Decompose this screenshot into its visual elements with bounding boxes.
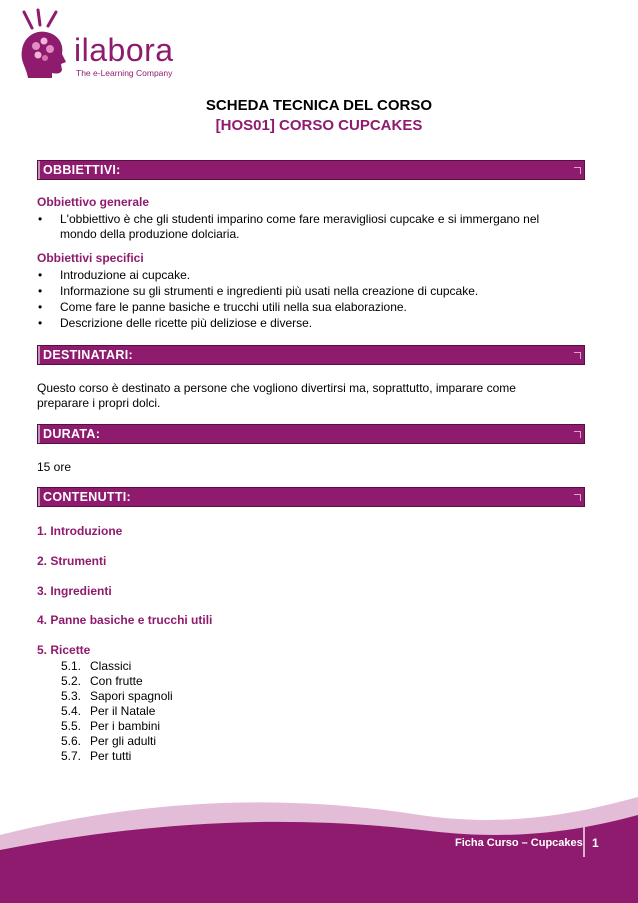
content-item: 2. Strumenti xyxy=(37,554,107,568)
page-number: 1 xyxy=(592,836,599,850)
general-objective-cont: mondo della produzione dolciaria. xyxy=(60,227,240,241)
section-header-durata xyxy=(37,424,585,444)
content-item: 4. Panne basiche e trucchi utili xyxy=(37,613,213,627)
logo-wordmark: ilabora xyxy=(74,32,174,68)
bullet-dot: • xyxy=(38,284,43,298)
head-icon xyxy=(14,8,76,82)
footer-divider xyxy=(583,827,585,857)
section-label: DURATA: xyxy=(43,427,101,441)
bullet-dot: • xyxy=(38,212,43,226)
bullet-dot: • xyxy=(38,300,43,314)
course-title: [HOS01] CORSO CUPCAKES xyxy=(215,117,423,134)
general-objective-title: Obbiettivo generale xyxy=(37,195,150,209)
logo-tagline: The e-Learning Company xyxy=(76,68,173,78)
section-header-contenuti xyxy=(37,487,585,507)
document-title: SCHEDA TECNICA DEL CORSO xyxy=(205,97,433,114)
section-header-destinatari xyxy=(37,345,585,365)
content-item: 3. Ingredienti xyxy=(37,584,112,598)
bullet-dot: • xyxy=(38,316,43,330)
content-item: 5. Ricette xyxy=(37,643,91,657)
destinatari-text-cont: preparare i propri dolci. xyxy=(37,396,161,410)
bullet-dot: • xyxy=(38,268,43,282)
footer-wave xyxy=(0,795,638,903)
section-label: DESTINATARI: xyxy=(43,348,133,362)
section-header-obiettivi xyxy=(37,160,585,180)
durata-text: 15 ore xyxy=(37,460,72,474)
specific-objectives-title: Obbiettivi specifici xyxy=(37,251,144,265)
logo xyxy=(14,8,194,80)
section-label: CONTENUTTI: xyxy=(43,490,132,504)
footer-course-name: Ficha Curso – Cupcakes xyxy=(455,837,583,849)
content-item: 1. Introduzione xyxy=(37,524,123,538)
section-label: OBBIETTIVI: xyxy=(43,163,121,177)
destinatari-text: Questo corso è destinato a persone che vogliono divertirsi ma, soprattutto, imparare come xyxy=(37,381,516,395)
